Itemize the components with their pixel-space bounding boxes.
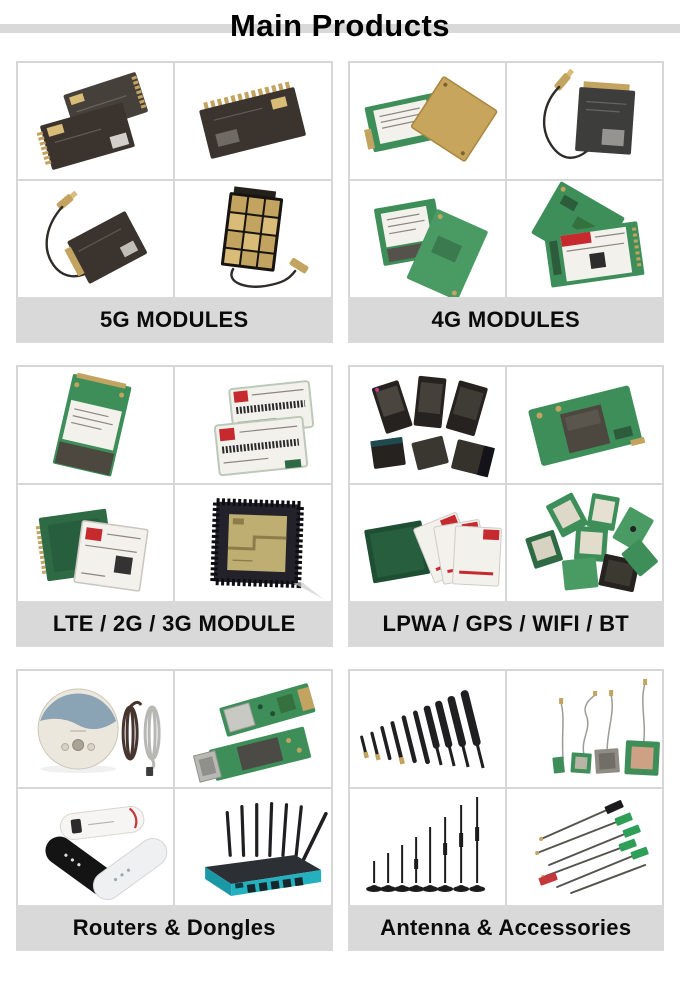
product-photo-lte-1[interactable]: [18, 367, 173, 483]
photo-grid: [16, 669, 333, 905]
product-photo-4g-3[interactable]: [350, 181, 505, 297]
category-label: LPWA / GPS / WIFI / BT: [348, 601, 665, 647]
product-photo-5g-4[interactable]: [175, 181, 330, 297]
page-header: [0, 6, 680, 48]
product-photo-lte-2[interactable]: [175, 367, 330, 483]
product-photo-4g-2[interactable]: [507, 63, 662, 179]
category-label: 4G MODULES: [348, 297, 665, 343]
product-photo-5g-1[interactable]: [18, 63, 173, 179]
photo-grid: [16, 365, 333, 601]
photo-grid: [348, 365, 665, 601]
page-title: Main Products: [229, 8, 451, 43]
product-photo-4g-1[interactable]: [350, 63, 505, 179]
category-card-antenna-accessories: [348, 669, 665, 951]
product-photo-5g-2[interactable]: [175, 63, 330, 179]
photo-grid: [348, 61, 665, 297]
product-photo-antenna-1[interactable]: [350, 671, 505, 787]
product-photo-router-4[interactable]: [175, 789, 330, 905]
product-photo-antenna-2[interactable]: [507, 671, 662, 787]
bottom-whitespace: [0, 951, 680, 989]
category-card-4g-modules: [348, 61, 665, 343]
product-photo-antenna-4[interactable]: [507, 789, 662, 905]
category-card-5g-modules: [16, 61, 333, 343]
product-photo-router-1[interactable]: [18, 671, 173, 787]
product-photo-lpwa-2[interactable]: [507, 367, 662, 483]
category-label: 5G MODULES: [16, 297, 333, 343]
product-photo-lpwa-4[interactable]: [507, 485, 662, 601]
category-card-lte-2g-3g: [16, 365, 333, 647]
product-category-grid: [0, 61, 680, 951]
photo-grid: [348, 669, 665, 905]
category-label: Antenna & Accessories: [348, 905, 665, 951]
product-photo-lte-3[interactable]: [18, 485, 173, 601]
product-photo-5g-3[interactable]: [18, 181, 173, 297]
photo-grid: [16, 61, 333, 297]
category-label: Routers & Dongles: [16, 905, 333, 951]
product-photo-router-3[interactable]: [18, 789, 173, 905]
category-card-routers-dongles: [16, 669, 333, 951]
product-photo-4g-4[interactable]: [507, 181, 662, 297]
product-photo-lpwa-1[interactable]: [350, 367, 505, 483]
product-photo-router-2[interactable]: [175, 671, 330, 787]
category-label: LTE / 2G / 3G MODULE: [16, 601, 333, 647]
product-photo-antenna-3[interactable]: [350, 789, 505, 905]
product-photo-lpwa-3[interactable]: [350, 485, 505, 601]
category-card-lpwa-gps-wifi-bt: [348, 365, 665, 647]
product-photo-lte-4[interactable]: [175, 485, 330, 601]
